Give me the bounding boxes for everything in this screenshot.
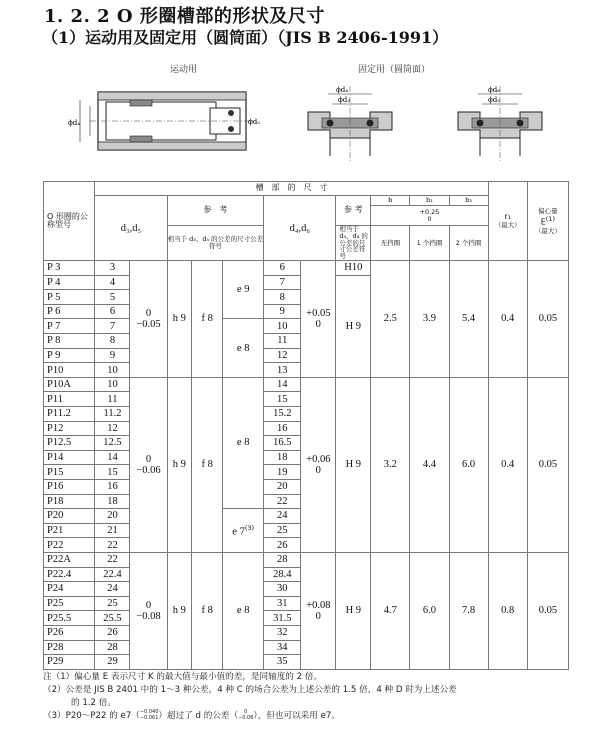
footnotes: [43, 671, 583, 723]
d4d6-cell: 7: [264, 275, 301, 290]
d4d6-cell: 31.5: [264, 611, 301, 626]
table-row: [44, 377, 569, 392]
nominal-cell: P24: [44, 582, 95, 597]
d3d5-cell: 16: [95, 479, 130, 494]
table-text: b: [371, 196, 410, 206]
d4d6-cell: 6: [264, 261, 301, 276]
b-value: 4.7: [371, 552, 410, 669]
d3d5-cell: 11.2: [95, 407, 130, 422]
table-text: [306, 308, 330, 330]
table-text: −0.06: [238, 714, 254, 721]
d4d6-cell: 25: [264, 523, 301, 538]
d3d5-cell: 6: [95, 304, 130, 319]
table-text: [306, 600, 330, 622]
table-text: r₁: [504, 211, 511, 221]
nominal-cell: P 5: [44, 290, 95, 305]
ecc-header: [527, 182, 568, 261]
d3d5-cell: 14: [95, 450, 130, 465]
nominal-cell: P25: [44, 596, 95, 611]
table-text: [238, 710, 253, 721]
nominal-cell: P 7: [44, 319, 95, 334]
ref2-header: 参 考: [336, 196, 371, 226]
table-text: 0: [145, 599, 152, 611]
d4d6-cell: 35: [264, 655, 301, 670]
table-text: 0: [315, 318, 321, 330]
note-2a: （2）公差是 JIS B 2401 中的 1～3 种公差，4 种 C 的场合公差为上述公差的 1.5 倍，4 种 D 时为上述公差: [43, 685, 457, 695]
groove-dimension-table: [43, 181, 569, 670]
table-text: [136, 308, 160, 330]
section-title: 1. 2. 2 O 形圈槽部的形状及尺寸: [44, 6, 325, 27]
nominal-cell: P 3: [44, 261, 95, 276]
d3d5-cell: 4: [95, 275, 130, 290]
d3d5-tolerance: [130, 261, 167, 378]
d3d5-cell: 7: [95, 319, 130, 334]
note-3: [43, 710, 583, 723]
d3d5-cell: 25.5: [95, 611, 130, 626]
d3d5-cell: 22: [95, 552, 130, 567]
d3d5-cell: 29: [95, 655, 130, 670]
table-text: [136, 600, 160, 622]
d4d6-cell: 16.5: [264, 436, 301, 451]
table-text: [136, 454, 160, 476]
d4d6-cell: 15: [264, 392, 301, 407]
d4d6-cell: 13: [264, 363, 301, 378]
d4d6-header: d₄,d₆: [264, 196, 336, 261]
table-text: （3）P20～P22 的 e7（: [43, 711, 140, 721]
nominal-cell: P10: [44, 363, 95, 378]
table-text: −0.08: [136, 610, 161, 622]
nominal-cell: P18: [44, 494, 95, 509]
d4d6-cell: 34: [264, 640, 301, 655]
d4d6-cell: 31: [264, 596, 301, 611]
d3d5-cell: 10: [95, 363, 130, 378]
table-text: −0.06: [136, 464, 161, 476]
d4d6-tolerance: [301, 261, 336, 378]
b1-value: 4.4: [410, 377, 449, 552]
d5-label-static: ϕd₅: [488, 96, 501, 104]
nominal-cell: P16: [44, 479, 95, 494]
r1-value: 0.4: [488, 261, 527, 378]
table-text: −0.05: [136, 318, 161, 330]
ref-header: 参 考: [167, 196, 264, 226]
no-ring-header: 无挡圈: [371, 226, 410, 261]
dynamic-groove-figure: [60, 78, 270, 166]
f-fit: f 8: [192, 261, 223, 378]
table-text: 0: [315, 464, 321, 476]
E-value: 0.05: [527, 261, 568, 378]
r1-value: 0.8: [488, 552, 527, 669]
d3d5-cell: 3: [95, 261, 130, 276]
note-1: 注（1）偏心量 E 表示尺寸 K 的最大值与最小值的差，是同轴度的 2 倍。: [43, 672, 323, 682]
static-caption: 固定用（圆筒面）: [358, 65, 431, 75]
d3d5-cell: 25: [95, 596, 130, 611]
d4d6-cell: 28.4: [264, 567, 301, 582]
nominal-cell: P22.4: [44, 567, 95, 582]
d3d5-cell: 5: [95, 290, 130, 305]
d4d6-cell: 28: [264, 552, 301, 567]
table-text: +0.08: [306, 599, 331, 611]
d3d5-cell: 20: [95, 509, 130, 524]
table-text: (3): [244, 523, 255, 532]
table-text: (1): [545, 215, 556, 223]
table-text: [140, 710, 159, 721]
table-text: 0: [145, 453, 152, 465]
two-ring-header: 2 个挡圈: [449, 226, 488, 261]
d3d5-cell: 10: [95, 377, 130, 392]
E-value: 0.05: [527, 377, 568, 552]
nominal-cell: P22A: [44, 552, 95, 567]
nominal-cell: P20: [44, 509, 95, 524]
E-value: 0.05: [527, 552, 568, 669]
static-groove-figure: [300, 78, 570, 168]
d4d6-cell: 14: [264, 377, 301, 392]
d4d6-cell: 19: [264, 465, 301, 480]
nominal-cell: P 9: [44, 348, 95, 363]
table-text: ），但也可以采用 e7。: [253, 711, 340, 721]
H-fit: H 9: [336, 275, 371, 377]
subsection-title: （1）运动用及固定用（圆筒面）（JIS B 2406-1991）: [42, 28, 449, 47]
table-text: −0.061: [139, 714, 159, 721]
table-text: +0.05: [306, 307, 331, 319]
b1-value: 6.0: [410, 552, 449, 669]
table-text: b₂: [449, 196, 488, 206]
d4d6-tolerance: [301, 552, 336, 669]
d4d6-cell: 26: [264, 538, 301, 553]
e-fit: e 8: [223, 377, 264, 508]
d3d5-cell: 9: [95, 348, 130, 363]
d3d5-cell: 26: [95, 625, 130, 640]
H-fit: H 9: [336, 552, 371, 669]
d3d5-cell: 8: [95, 334, 130, 349]
e-fit: [223, 509, 264, 553]
d3d5-header: d₃,d₅: [95, 196, 167, 261]
nominal-cell: P22: [44, 538, 95, 553]
table-text: −0.040: [139, 709, 159, 716]
table-text: +0.25: [419, 207, 440, 216]
f-fit: f 8: [192, 377, 223, 552]
table-text: 0: [244, 709, 248, 716]
b2-value: 5.4: [449, 261, 488, 378]
one-ring-header: 1 个挡圈: [410, 226, 449, 261]
table-text: e 7: [232, 526, 245, 538]
b1-value: 3.9: [410, 261, 449, 378]
d3d5-cell: 18: [95, 494, 130, 509]
d3d5-cell: 21: [95, 523, 130, 538]
r1-header: [488, 182, 527, 261]
d4d6-cell: 15.2: [264, 407, 301, 422]
d3d5-cell: 22.4: [95, 567, 130, 582]
table-row: [44, 261, 569, 276]
nominal-cell: P14: [44, 450, 95, 465]
d4d6-cell: 11: [264, 334, 301, 349]
table-text: E: [540, 217, 546, 227]
d3d5-cell: 12: [95, 421, 130, 436]
table-text: 偏心量: [538, 206, 558, 215]
d4d6-cell: 9: [264, 304, 301, 319]
r1-value: 0.4: [488, 377, 527, 552]
d4d6-cell: 10: [264, 319, 301, 334]
h-fit: h 9: [167, 552, 192, 669]
table-row: [44, 182, 569, 196]
d6-label: ϕd₆: [488, 86, 501, 94]
d4d6-cell: 16: [264, 421, 301, 436]
d4d6-cell: 30: [264, 582, 301, 597]
d3d5-tolerance: [130, 552, 167, 669]
e-fit: e 8: [223, 552, 264, 669]
groove-dims-header: 槽 部 的 尺 寸: [95, 182, 488, 196]
d4d6-tolerance: [301, 377, 336, 552]
d4d6-cell: 20: [264, 479, 301, 494]
b2-value: 6.0: [449, 377, 488, 552]
nominal-cell: P 4: [44, 275, 95, 290]
h-fit: h 9: [167, 377, 192, 552]
table-text: [306, 454, 330, 476]
b-tolerance: [371, 206, 488, 226]
d3d5-cell: 22: [95, 538, 130, 553]
nominal-cell: P26: [44, 625, 95, 640]
d4d6-cell: 32: [264, 625, 301, 640]
d3d5-cell: 11: [95, 392, 130, 407]
d3d5-cell: 12.5: [95, 436, 130, 451]
nominal-cell: P12: [44, 421, 95, 436]
d4d6-cell: 18: [264, 450, 301, 465]
d4d6-cell: 12: [264, 348, 301, 363]
d3d5-cell: 28: [95, 640, 130, 655]
nominal-cell: P 6: [44, 304, 95, 319]
f-fit: f 8: [192, 552, 223, 669]
table-text: 0: [315, 610, 321, 622]
b2-value: 7.8: [449, 552, 488, 669]
table-text: 0: [427, 214, 432, 223]
d4-label: ϕd₄: [68, 119, 81, 127]
b-value: 3.2: [371, 377, 410, 552]
ref-note: 相当于 d₃、d₅ 的公差的尺寸公差符号: [167, 226, 264, 261]
nominal-cell: P15: [44, 465, 95, 480]
table-text: ）超过了 d 的公差（: [158, 711, 239, 721]
nominal-cell: P29: [44, 655, 95, 670]
nominal-cell: P11: [44, 392, 95, 407]
ref2-note: 相当于 d₄、d₆ 的公差的尺寸公差符号: [336, 226, 371, 261]
d3-label: ϕd₃: [338, 96, 351, 104]
dynamic-caption: 运动用: [170, 65, 198, 75]
b-value: 2.5: [371, 261, 410, 378]
d4d6-cell: 24: [264, 509, 301, 524]
d4d6-cell: 22: [264, 494, 301, 509]
d4-label-static: ϕd₄: [336, 86, 349, 94]
table-text: +0.06: [306, 453, 331, 465]
d4d6-cell: 8: [264, 290, 301, 305]
nominal-cell: P12.5: [44, 436, 95, 451]
d3d5-cell: 24: [95, 582, 130, 597]
table-text: 0: [145, 307, 152, 319]
H10-cell: H10: [336, 261, 371, 276]
note-2b: 的 1.2 倍。: [71, 698, 116, 708]
e-fit: e 8: [223, 319, 264, 377]
table-row: [44, 552, 569, 567]
d5-label: ϕd₅: [248, 118, 261, 126]
nominal-cell: P11.2: [44, 407, 95, 422]
nominal-header: O 形圈的公称型号: [44, 182, 95, 261]
e-fit: e 9: [223, 261, 264, 319]
table-text: b₁: [410, 196, 449, 206]
nominal-cell: P 8: [44, 334, 95, 349]
h-fit: h 9: [167, 261, 192, 378]
nominal-cell: P10A: [44, 377, 95, 392]
nominal-cell: P21: [44, 523, 95, 538]
nominal-cell: P28: [44, 640, 95, 655]
nominal-cell: P25.5: [44, 611, 95, 626]
table-text: （最大）: [534, 227, 561, 236]
d3d5-cell: 15: [95, 465, 130, 480]
d3d5-tolerance: [130, 377, 167, 552]
H-fit: H 9: [336, 377, 371, 552]
table-text: （最大）: [494, 221, 521, 230]
